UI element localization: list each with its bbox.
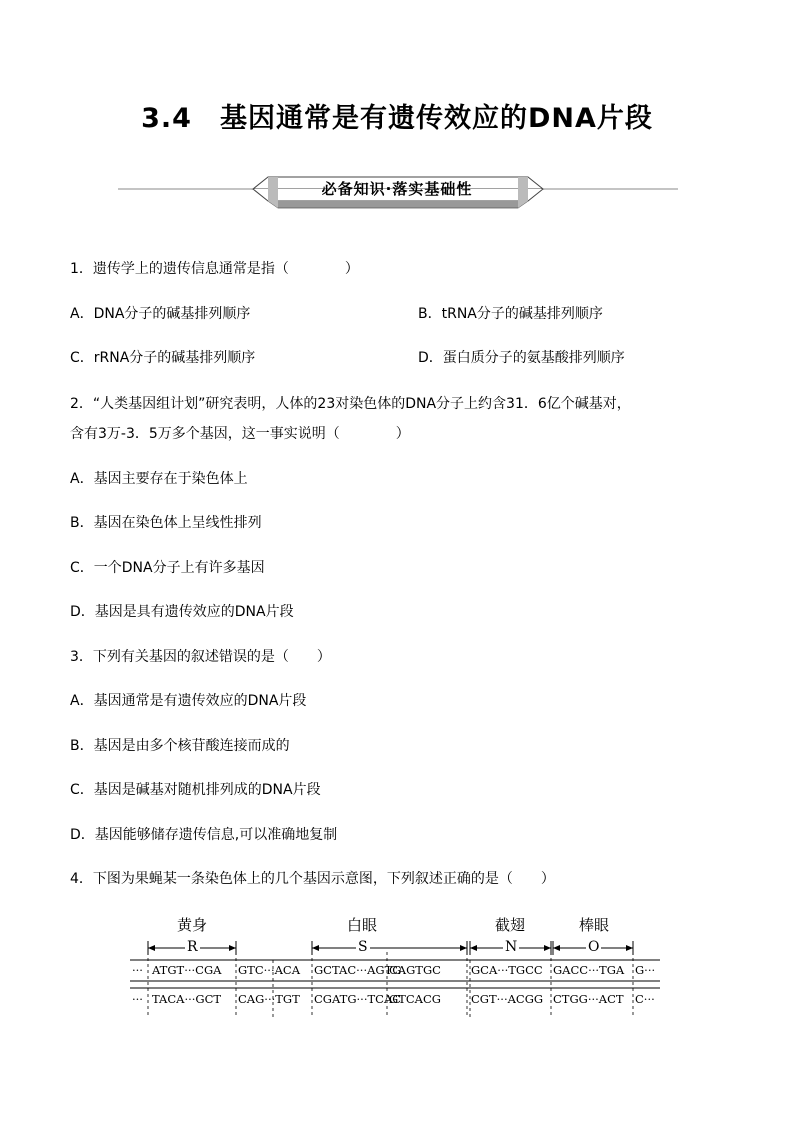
gene-name-yellow-body: 黄身 bbox=[176, 916, 207, 934]
q2-option-c: C．一个DNA分子上有许多基因 bbox=[70, 560, 265, 576]
top-strand-seg-7: G··· bbox=[635, 963, 656, 977]
q2-stem-line-1: 2．“人类基因组计划”研究表明，人体的23对染色体的DNA分子上约含31．6亿个碱基对， bbox=[70, 396, 631, 412]
q1-option-c: C．rRNA分子的碱基排列顺序 bbox=[70, 350, 256, 366]
q3-option-c: C．基因是碱基对随机排列成的DNA片段 bbox=[70, 782, 321, 798]
top-strand-seg-1: ATGT···CGA bbox=[152, 963, 222, 977]
gene-letter-r: R bbox=[187, 939, 198, 955]
top-strand-seg-3: GCTAC···AGTG bbox=[314, 963, 402, 977]
gene-name-white-eye: 白眼 bbox=[346, 916, 377, 934]
q3-option-b: B．基因是由多个核苷酸连接而成的 bbox=[70, 738, 290, 754]
q3-stem: 3．下列有关基因的叙述错误的是（ ） bbox=[70, 649, 331, 665]
q3-option-d: D．基因能够储存遗传信息,可以准确地复制 bbox=[70, 827, 338, 843]
gene-name-cut-wing: 截翅 bbox=[494, 916, 525, 934]
bottom-strand-seg-4: GTCACG bbox=[389, 992, 441, 1006]
q1-option-row-2 bbox=[70, 347, 625, 367]
bottom-strand-seg-7: C··· bbox=[635, 992, 655, 1006]
q1-option-d: D．蛋白质分子的氨基酸排列顺序 bbox=[418, 350, 625, 366]
q2-option-d: D．基因是具有遗传效应的DNA片段 bbox=[70, 604, 294, 620]
section-banner-label: 必备知识·落实基础性 bbox=[321, 180, 473, 198]
q2-option-b: B．基因在染色体上呈线性排列 bbox=[70, 515, 262, 531]
bottom-strand-seg-1: TACA···GCT bbox=[152, 992, 222, 1006]
bottom-strand-seg-3: CGATG···TCAC bbox=[314, 992, 402, 1006]
q4-stem: 4．下图为果蝇某一条染色体上的几个基因示意图，下列叙述正确的是（ ） bbox=[70, 871, 555, 887]
gene-letter-n: N bbox=[505, 939, 518, 955]
q1-option-row-1 bbox=[70, 303, 603, 323]
gene-letter-s: S bbox=[358, 939, 368, 955]
q1-option-a: A．DNA分子的碱基排列顺序 bbox=[70, 306, 251, 322]
bottom-strand-seg-6: CTGG···ACT bbox=[553, 992, 624, 1006]
page-title: 3.4 基因通常是有遗传效应的DNA片段 bbox=[141, 103, 653, 134]
gene-name-bar-eye: 棒眼 bbox=[578, 916, 609, 934]
q2-stem-line-2: 含有3万-3．5万多个基因，这一事实说明（ ） bbox=[70, 426, 410, 442]
gene-letter-o: O bbox=[588, 939, 600, 955]
gene-diagram bbox=[130, 908, 670, 1023]
top-strand-seg-0: ··· bbox=[132, 963, 143, 977]
top-strand-seg-4: CAGTGC bbox=[389, 963, 441, 977]
q1-option-b: B．tRNA分子的碱基排列顺序 bbox=[418, 306, 603, 322]
q1-stem: 1．遗传学上的遗传信息通常是指（ ） bbox=[70, 261, 359, 277]
bottom-strand-seg-2: CAG···TGT bbox=[238, 992, 300, 1006]
bottom-strand-seg-5: CGT···ACGG bbox=[471, 992, 544, 1006]
top-strand-seg-6: GACC···TGA bbox=[553, 963, 625, 977]
top-strand-seg-2: GTC···ACA bbox=[238, 963, 301, 977]
q2-option-a: A．基因主要存在于染色体上 bbox=[70, 471, 248, 487]
bottom-strand-seg-0: ··· bbox=[132, 992, 143, 1006]
top-strand-seg-5: GCA···TGCC bbox=[471, 963, 543, 977]
q3-option-a: A．基因通常是有遗传效应的DNA片段 bbox=[70, 693, 307, 709]
